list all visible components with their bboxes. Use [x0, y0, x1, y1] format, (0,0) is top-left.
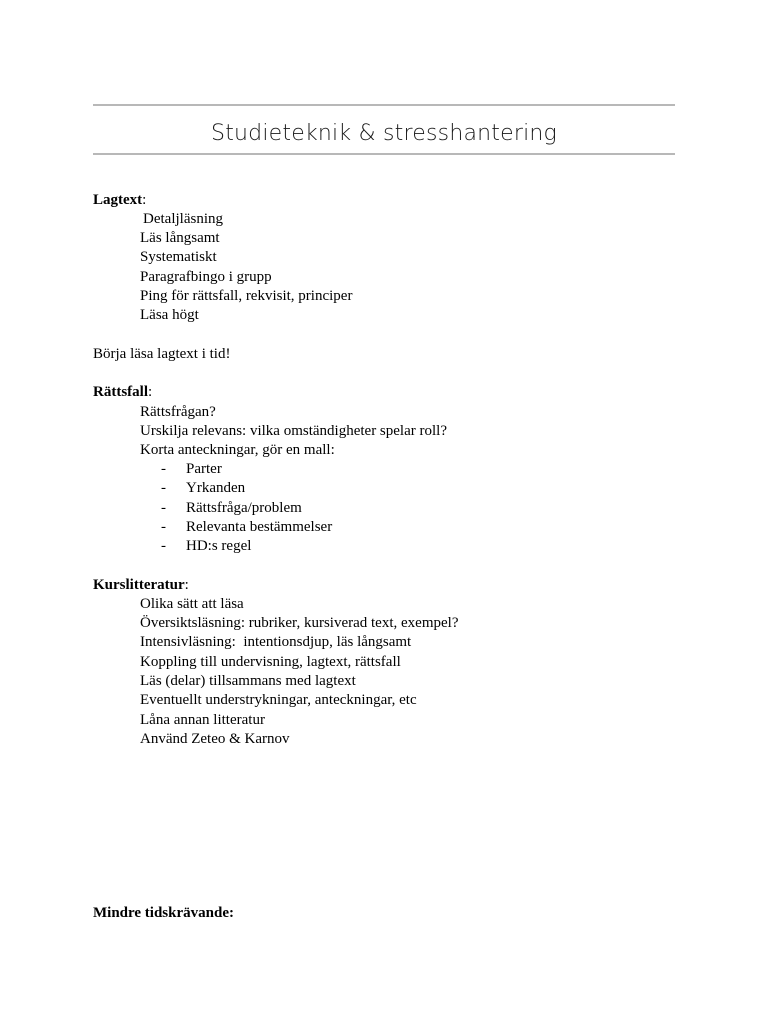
list-item: Rättsfrågan? — [140, 404, 216, 420]
heading-colon: : — [142, 192, 147, 208]
list-item: Läs (delar) tillsammans med lagtext — [140, 673, 356, 689]
list-item: Intensivläsning: intentionsdjup, läs långsamt — [140, 634, 412, 650]
list-item: Olika sätt att läsa — [140, 596, 244, 612]
sub-list-item: Rättsfråga/problem — [186, 500, 302, 516]
sub-list-item: Relevanta bestämmelser — [186, 519, 333, 535]
list-item: Detaljläsning — [143, 211, 223, 227]
list-item: Läsa högt — [140, 307, 199, 323]
heading-text: Kurslitteratur — [93, 577, 185, 593]
list-item: Systematiskt — [140, 249, 217, 265]
dash-bullet: - — [161, 500, 166, 516]
heading-text: Lagtext — [93, 192, 143, 208]
note-text: Börja läsa lagtext i tid! — [93, 346, 231, 362]
list-item: Urskilja relevans: vilka omständigheter spelar roll? — [140, 423, 447, 439]
list-item: Ping för rättsfall, rekvisit, principer — [140, 288, 353, 304]
sub-list-item: Yrkanden — [186, 480, 246, 496]
sub-list-item: Parter — [186, 461, 222, 477]
dash-bullet: - — [161, 519, 166, 535]
heading-colon: : — [184, 577, 189, 593]
dash-bullet: - — [161, 538, 166, 554]
list-item: Läs långsamt — [140, 230, 220, 246]
list-item: Översiktsläsning: rubriker, kursiverad text, exempel? — [140, 615, 459, 631]
document-title: Studieteknik & stresshantering — [211, 121, 557, 146]
sub-list-item: HD:s regel — [186, 538, 252, 554]
list-item: Koppling till undervisning, lagtext, rättsfall — [140, 654, 401, 670]
title-top-rule — [93, 104, 675, 106]
heading-colon: : — [148, 384, 153, 400]
title-bottom-rule — [93, 153, 675, 155]
list-item: Korta anteckningar, gör en mall: — [140, 442, 335, 458]
list-item: Låna annan litteratur — [140, 712, 265, 728]
list-item: Paragrafbingo i grupp — [140, 269, 272, 285]
section-heading-mindre — [93, 904, 234, 923]
dash-bullet: - — [161, 461, 166, 477]
section-heading-rattsfall — [93, 383, 152, 402]
section-heading-lagtext — [93, 191, 146, 210]
heading-text: Mindre tidskrävande: — [93, 905, 234, 921]
section-heading-kurslitteratur — [93, 576, 189, 595]
heading-text: Rättsfall — [93, 384, 148, 400]
dash-bullet: - — [161, 480, 166, 496]
list-item: Använd Zeteo & Karnov — [140, 731, 290, 747]
list-item: Eventuellt understrykningar, anteckningar, etc — [140, 692, 417, 708]
